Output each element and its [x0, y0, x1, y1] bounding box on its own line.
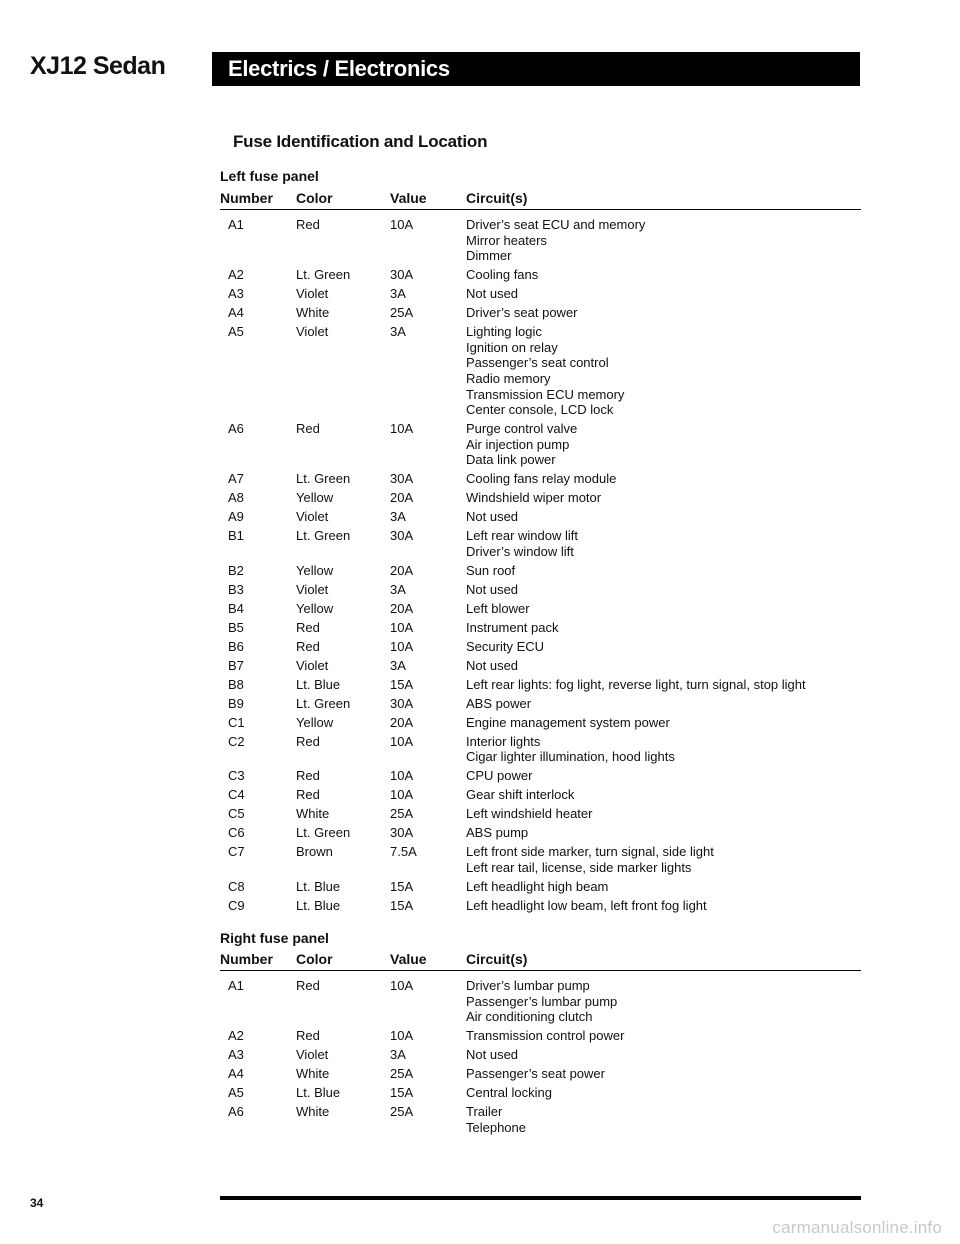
circuit-line: Cooling fans — [466, 267, 539, 283]
circuit-line: Left rear tail, license, side marker lights — [466, 859, 692, 875]
fuse-row — [220, 490, 860, 506]
fuse-number: C2 — [228, 733, 245, 749]
fuse-number: C8 — [228, 878, 245, 894]
circuit-line: Gear shift interlock — [466, 787, 575, 803]
fuse-number: C3 — [228, 768, 245, 784]
fuse-color: Violet — [296, 509, 329, 525]
fuse-value: 30A — [390, 267, 414, 283]
fuse-circuits — [466, 324, 860, 418]
circuit-line: Left blower — [466, 600, 530, 616]
fuse-color: Lt. Blue — [296, 1085, 341, 1101]
fuse-circuits — [466, 715, 860, 731]
fuse-value: 20A — [390, 562, 414, 578]
fuse-value: 3A — [390, 509, 406, 525]
fuse-circuits — [466, 898, 860, 914]
fuse-color: Yellow — [296, 714, 334, 730]
fuse-color: Red — [296, 638, 320, 654]
fuse-circuits — [466, 734, 860, 765]
fuse-row — [220, 898, 860, 914]
circuit-line: Engine management system power — [466, 714, 670, 730]
fuse-value: 30A — [390, 825, 414, 841]
fuse-row — [220, 1085, 860, 1101]
fuse-color: Yellow — [296, 562, 334, 578]
fuse-value: 30A — [390, 528, 414, 544]
fuse-value: 25A — [390, 1104, 414, 1120]
fuse-value: 30A — [390, 695, 414, 711]
fuse-circuits — [466, 806, 860, 822]
fuse-value: 10A — [390, 1028, 414, 1044]
fuse-value: 3A — [390, 324, 406, 340]
fuse-row — [220, 639, 860, 655]
circuit-line: Cooling fans relay module — [466, 471, 617, 487]
fuse-color: Violet — [296, 324, 329, 340]
fuse-color: Lt. Blue — [296, 897, 341, 913]
fuse-number: A4 — [228, 305, 244, 321]
fuse-row — [220, 421, 860, 468]
header-rule — [220, 970, 861, 971]
fuse-row — [220, 1066, 860, 1082]
fuse-color: Lt. Green — [296, 471, 351, 487]
fuse-circuits — [466, 677, 860, 693]
fuse-value: 20A — [390, 600, 414, 616]
fuse-number: C1 — [228, 714, 245, 730]
fuse-circuits — [466, 471, 860, 487]
fuse-circuits — [466, 305, 860, 321]
circuit-line: Passenger’s lumbar pump — [466, 993, 618, 1009]
fuse-color: Violet — [296, 1047, 329, 1063]
fuse-circuits — [466, 639, 860, 655]
fuse-circuits — [466, 528, 860, 559]
circuit-line: Air conditioning clutch — [466, 1009, 593, 1025]
circuit-line: Trailer — [466, 1104, 503, 1120]
fuse-value: 3A — [390, 286, 406, 302]
fuse-circuits — [466, 1028, 860, 1044]
fuse-number: A6 — [228, 421, 244, 437]
fuse-circuits — [466, 217, 860, 264]
fuse-row — [220, 1028, 860, 1044]
page-title: Fuse Identification and Location — [233, 132, 488, 151]
fuse-row — [220, 305, 860, 321]
fuse-number: A5 — [228, 324, 244, 340]
fuse-value: 15A — [390, 897, 414, 913]
fuse-value: 10A — [390, 733, 414, 749]
fuse-row — [220, 978, 860, 1025]
fuse-color: Red — [296, 768, 320, 784]
fuse-color: Red — [296, 619, 320, 635]
fuse-color: Red — [296, 733, 320, 749]
circuit-line: Left rear lights: fog light, reverse light, turn signal, stop light — [466, 676, 806, 692]
fuse-circuits — [466, 601, 860, 617]
right-fuse-table — [220, 978, 860, 1139]
circuit-line: Interior lights — [466, 733, 541, 749]
fuse-color: Lt. Green — [296, 528, 351, 544]
fuse-row — [220, 879, 860, 895]
right-panel-title: Right fuse panel — [220, 930, 329, 946]
fuse-value: 25A — [390, 305, 414, 321]
circuit-line: Driver’s seat power — [466, 305, 578, 321]
fuse-color: White — [296, 1066, 330, 1082]
fuse-row — [220, 286, 860, 302]
left-fuse-table — [220, 217, 860, 917]
fuse-color: Red — [296, 217, 320, 232]
fuse-number: B5 — [228, 619, 244, 635]
fuse-circuits — [466, 620, 860, 636]
header-value: Value — [390, 951, 427, 967]
fuse-color: Lt. Green — [296, 695, 351, 711]
header-number: Number — [220, 951, 273, 967]
circuit-line: Driver’s lumbar pump — [466, 978, 590, 993]
circuit-line: Central locking — [466, 1085, 552, 1101]
circuit-line: Left headlight low beam, left front fog light — [466, 897, 707, 913]
model-title: XJ12 Sedan — [30, 52, 166, 80]
fuse-number: A3 — [228, 1047, 244, 1063]
circuit-line: Not used — [466, 581, 519, 597]
fuse-number: B7 — [228, 657, 244, 673]
fuse-circuits — [466, 563, 860, 579]
fuse-number: A2 — [228, 1028, 244, 1044]
fuse-number: B1 — [228, 528, 244, 544]
fuse-number: C5 — [228, 806, 245, 822]
fuse-number: B3 — [228, 581, 244, 597]
circuit-line: Left headlight high beam — [466, 878, 609, 894]
fuse-row — [220, 844, 860, 875]
fuse-value: 3A — [390, 1047, 406, 1063]
fuse-number: C9 — [228, 897, 245, 913]
fuse-color: Lt. Blue — [296, 676, 341, 692]
page-number: 34 — [30, 1196, 44, 1210]
fuse-color: Violet — [296, 286, 329, 302]
fuse-row — [220, 734, 860, 765]
circuit-line: Passenger’s seat power — [466, 1066, 605, 1082]
fuse-circuits — [466, 658, 860, 674]
circuit-line: Driver’s seat ECU and memory — [466, 217, 646, 232]
fuse-number: A1 — [228, 217, 244, 232]
section-banner — [212, 52, 860, 86]
header-color: Color — [296, 190, 333, 206]
fuse-value: 30A — [390, 471, 414, 487]
circuit-line: Data link power — [466, 452, 556, 468]
fuse-color: Yellow — [296, 600, 334, 616]
fuse-row — [220, 601, 860, 617]
fuse-number: B4 — [228, 600, 244, 616]
circuit-line: Passenger’s seat control — [466, 355, 609, 371]
fuse-number: A1 — [228, 978, 244, 993]
header-rule — [220, 209, 861, 210]
fuse-circuits — [466, 978, 860, 1025]
fuse-number: B6 — [228, 638, 244, 654]
fuse-number: A4 — [228, 1066, 244, 1082]
fuse-value: 10A — [390, 421, 414, 437]
fuse-number: C7 — [228, 844, 245, 860]
circuit-line: Windshield wiper motor — [466, 490, 602, 506]
fuse-color: Red — [296, 1028, 320, 1044]
fuse-row — [220, 768, 860, 784]
fuse-value: 15A — [390, 878, 414, 894]
fuse-row — [220, 825, 860, 841]
fuse-color: Lt. Green — [296, 825, 351, 841]
fuse-number: A9 — [228, 509, 244, 525]
fuse-number: A7 — [228, 471, 244, 487]
circuit-line: Not used — [466, 1047, 519, 1063]
fuse-value: 15A — [390, 676, 414, 692]
fuse-circuits — [466, 1104, 860, 1135]
fuse-value: 10A — [390, 619, 414, 635]
circuit-line: Instrument pack — [466, 619, 559, 635]
fuse-row — [220, 217, 860, 264]
fuse-number: C4 — [228, 787, 245, 803]
fuse-row — [220, 267, 860, 283]
fuse-number: A8 — [228, 490, 244, 506]
fuse-value: 10A — [390, 978, 414, 993]
section-title: Electrics / Electronics — [228, 56, 450, 81]
fuse-value: 10A — [390, 768, 414, 784]
circuit-line: Transmission ECU memory — [466, 386, 625, 402]
fuse-row — [220, 528, 860, 559]
fuse-value: 10A — [390, 217, 414, 232]
fuse-circuits — [466, 582, 860, 598]
fuse-circuits — [466, 490, 860, 506]
fuse-value: 25A — [390, 806, 414, 822]
fuse-value: 15A — [390, 1085, 414, 1101]
circuit-line: Ignition on relay — [466, 339, 558, 355]
fuse-circuits — [466, 825, 860, 841]
fuse-number: A6 — [228, 1104, 244, 1120]
circuit-line: ABS power — [466, 695, 532, 711]
fuse-number: A3 — [228, 286, 244, 302]
circuit-line: Left rear window lift — [466, 528, 578, 544]
fuse-circuits — [466, 879, 860, 895]
header-circuits: Circuit(s) — [466, 951, 528, 967]
fuse-color: Red — [296, 787, 320, 803]
fuse-number: A2 — [228, 267, 244, 283]
header-number: Number — [220, 190, 273, 206]
fuse-circuits — [466, 768, 860, 784]
fuse-color: White — [296, 806, 330, 822]
fuse-row — [220, 1047, 860, 1063]
circuit-line: Cigar lighter illumination, hood lights — [466, 749, 675, 765]
fuse-circuits — [466, 267, 860, 283]
circuit-line: Center console, LCD lock — [466, 402, 614, 418]
fuse-row — [220, 582, 860, 598]
fuse-circuits — [466, 509, 860, 525]
circuit-line: Driver’s window lift — [466, 543, 574, 559]
fuse-color: Brown — [296, 844, 333, 860]
circuit-line: CPU power — [466, 768, 533, 784]
fuse-number: A5 — [228, 1085, 244, 1101]
circuit-line: Sun roof — [466, 562, 516, 578]
circuit-line: Not used — [466, 509, 519, 525]
circuit-line: Not used — [466, 657, 519, 673]
fuse-circuits — [466, 1085, 860, 1101]
fuse-color: White — [296, 1104, 330, 1120]
fuse-value: 10A — [390, 638, 414, 654]
fuse-circuits — [466, 286, 860, 302]
fuse-row — [220, 620, 860, 636]
fuse-value: 7.5A — [390, 844, 417, 860]
fuse-color: Lt. Blue — [296, 878, 341, 894]
fuse-color: White — [296, 305, 330, 321]
circuit-line: Security ECU — [466, 638, 545, 654]
circuit-line: Transmission control power — [466, 1028, 625, 1044]
fuse-circuits — [466, 1066, 860, 1082]
header-circuits: Circuit(s) — [466, 190, 528, 206]
header-color: Color — [296, 951, 333, 967]
left-panel-title: Left fuse panel — [220, 168, 319, 184]
circuit-line: Purge control valve — [466, 421, 578, 437]
circuit-line: ABS pump — [466, 825, 529, 841]
fuse-color: Violet — [296, 657, 329, 673]
fuse-circuits — [466, 1047, 860, 1063]
fuse-color: Red — [296, 978, 320, 993]
fuse-row — [220, 696, 860, 712]
circuit-line: Left windshield heater — [466, 806, 593, 822]
fuse-row — [220, 1104, 860, 1135]
header-value: Value — [390, 190, 427, 206]
circuit-line: Telephone — [466, 1119, 526, 1135]
fuse-color: Red — [296, 421, 320, 437]
fuse-number: B8 — [228, 676, 244, 692]
circuit-line: Left front side marker, turn signal, side light — [466, 844, 714, 860]
fuse-number: B9 — [228, 695, 244, 711]
circuit-line: Dimmer — [466, 248, 512, 264]
circuit-line: Air injection pump — [466, 436, 570, 452]
fuse-row — [220, 509, 860, 525]
watermark: carmanualsonline.info — [772, 1218, 942, 1237]
circuit-line: Not used — [466, 286, 519, 302]
footer-rule — [220, 1196, 861, 1200]
fuse-row — [220, 563, 860, 579]
fuse-value: 20A — [390, 490, 414, 506]
fuse-row — [220, 471, 860, 487]
fuse-color: Lt. Green — [296, 267, 351, 283]
fuse-value: 3A — [390, 581, 406, 597]
fuse-row — [220, 658, 860, 674]
fuse-value: 3A — [390, 657, 406, 673]
fuse-circuits — [466, 421, 860, 468]
fuse-number: B2 — [228, 562, 244, 578]
circuit-line: Lighting logic — [466, 324, 542, 340]
fuse-value: 10A — [390, 787, 414, 803]
fuse-color: Violet — [296, 581, 329, 597]
fuse-row — [220, 677, 860, 693]
fuse-circuits — [466, 696, 860, 712]
fuse-color: Yellow — [296, 490, 334, 506]
fuse-row — [220, 787, 860, 803]
circuit-line: Radio memory — [466, 370, 551, 386]
fuse-row — [220, 324, 860, 418]
fuse-value: 20A — [390, 714, 414, 730]
fuse-circuits — [466, 787, 860, 803]
circuit-line: Mirror heaters — [466, 232, 547, 248]
fuse-value: 25A — [390, 1066, 414, 1082]
fuse-row — [220, 715, 860, 731]
fuse-circuits — [466, 844, 860, 875]
fuse-number: C6 — [228, 825, 245, 841]
fuse-row — [220, 806, 860, 822]
